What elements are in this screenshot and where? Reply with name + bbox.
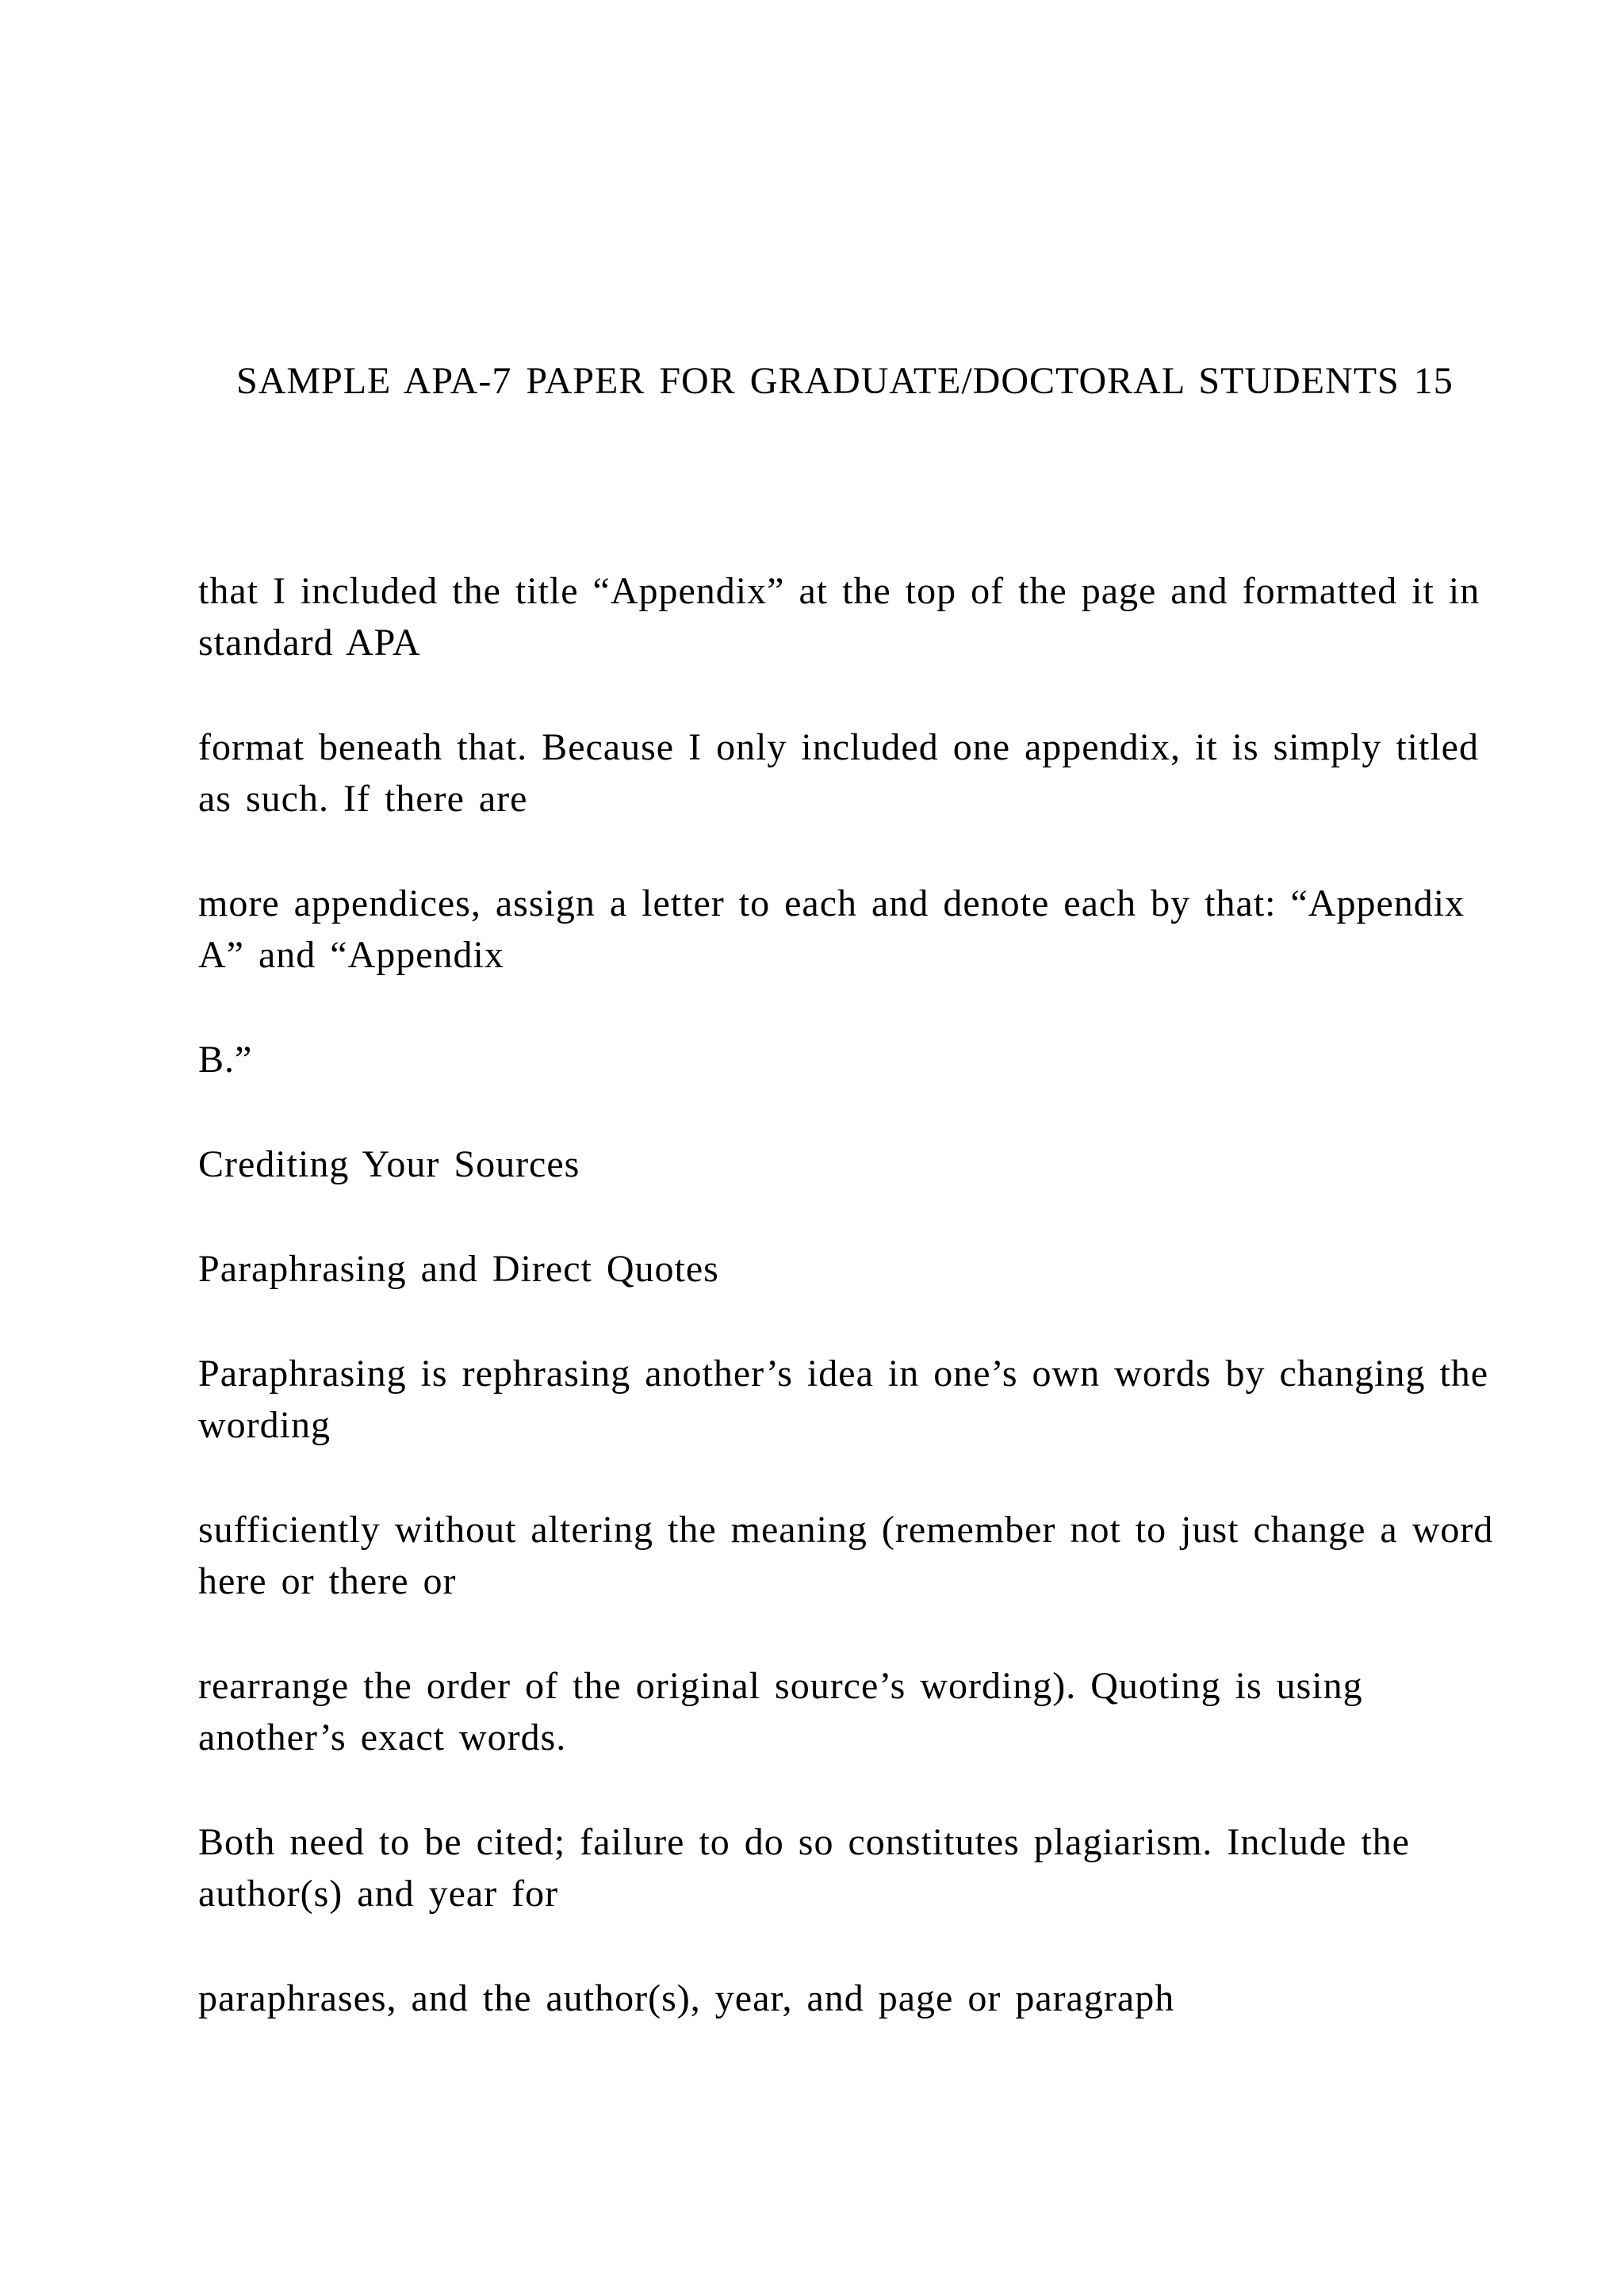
body-paragraph: Both need to be cited; failure to do so constitutes plagiarism. Include the author(s) and year for	[198, 1821, 1410, 1915]
body-paragraph: Paraphrasing is rephrasing another’s idea in one’s own words by changing the wording	[198, 1353, 1489, 1446]
body-paragraph: rearrange the order of the original source’s wording). Quoting is using another’s exact words.	[198, 1665, 1363, 1758]
body-paragraph: sufficiently without altering the meaning (remember not to just change a word here or there or	[198, 1509, 1494, 1602]
subsection-heading: Paraphrasing and Direct Quotes	[198, 1248, 719, 1290]
body-paragraph: that I included the title “Appendix” at the top of the page and formatted it in standard APA	[198, 570, 1480, 664]
running-head: SAMPLE APA-7 PAPER FOR GRADUATE/DOCTORAL STUDENTS 15	[236, 360, 1454, 402]
body-paragraph: format beneath that. Because I only included one appendix, it is simply titled as such. If there are	[198, 726, 1479, 820]
page-content	[198, 355, 1499, 2024]
body-paragraph: B.”	[198, 1039, 253, 1081]
body-paragraph: more appendices, assign a letter to each and denote each by that: “Appendix A” and “Appendix	[198, 882, 1465, 976]
section-heading: Crediting Your Sources	[198, 1143, 580, 1185]
body-paragraph: paraphrases, and the author(s), year, and page or paragraph	[198, 1977, 1175, 2019]
